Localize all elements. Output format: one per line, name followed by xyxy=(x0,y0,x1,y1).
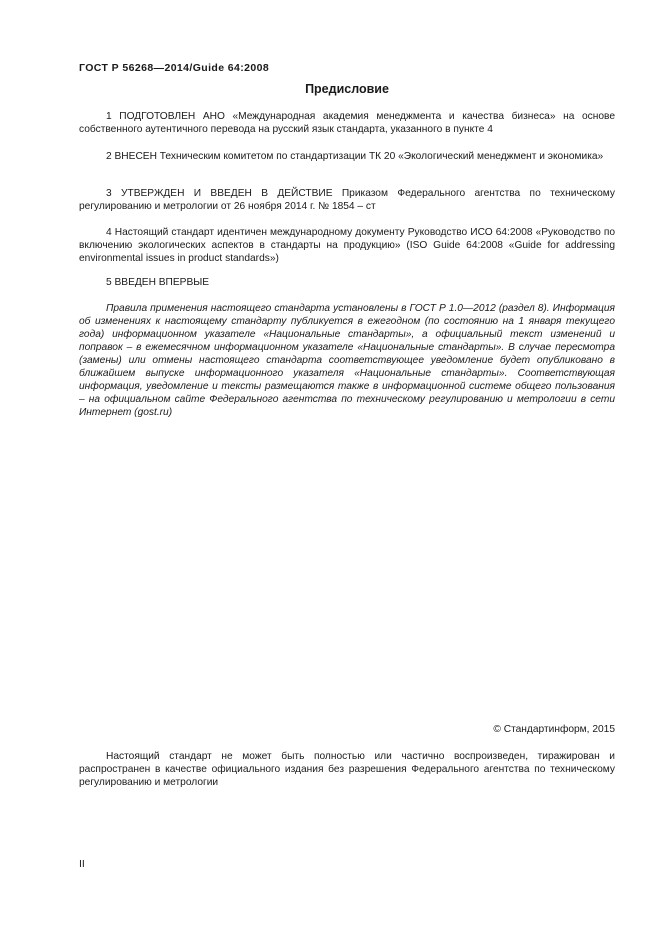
preface-item-4 xyxy=(79,226,615,265)
page-number: II xyxy=(79,858,85,870)
preface-item-2 xyxy=(79,150,615,163)
copyright-line: © Стандартинформ, 2015 xyxy=(493,724,615,735)
preface-item-1-text: 1 ПОДГОТОВЛЕН АНО «Международная академия менеджмента и качества бизнеса» на основе собственного аутентичного перевода на русский язык стандарта, указанного в пункте 4 xyxy=(79,111,615,135)
page-title: Предисловие xyxy=(305,82,389,96)
preface-item-5-text: 5 ВВЕДЕН ВПЕРВЫЕ xyxy=(106,277,210,288)
preface-item-3 xyxy=(79,187,615,213)
document-code: ГОСТ Р 56268—2014/Guide 64:2008 xyxy=(79,62,270,74)
preface-item-2-text: 2 ВНЕСЕН Техническим комитетом по стандартизации ТК 20 «Экологический менеджмент и экономика» xyxy=(106,151,604,162)
preface-item-3-text: 3 УТВЕРЖДЕН И ВВЕДЕН В ДЕЙСТВИЕ Приказом Федерального агентства по техническому регулированию и метрологии от 26 ноября 2014 г. № 1854 – ст xyxy=(79,188,615,212)
reproduction-notice-text: Настоящий стандарт не может быть полностью или частично воспроизведен, тиражирован и распространен в качестве официального издания без разрешения Федерального агентства по техническому регулированию и метрологии xyxy=(79,751,615,788)
rules-notice xyxy=(79,302,615,419)
reproduction-notice xyxy=(79,750,615,789)
rules-notice-text: Правила применения настоящего стандарта установлены в ГОСТ Р 1.0—2012 (раздел 8). Информация об изменениях к настоящему стандарту публикуется в ежегодном (по состоянию на 1 января текущего года) информационном указателе «Национальные стандарты», а официальный текст изменений и поправок – в ежемесячном информационном указателе «Национальные стандарты». В случае пересмотра (замены) или отмены настоящего стандарта соответствующее уведомление будет опубликовано в ближайшем выпуске информационного указателя «Национальные стандарты». Соответствующая информация, уведомление и тексты размещаются также в информационной системе общего пользования – на официальном сайте Федерального агентства по техническому регулированию и метрологии в сети Интернет (gost.ru) xyxy=(79,303,615,418)
preface-item-4-text: 4 Настоящий стандарт идентичен международному документу Руководство ИСО 64:2008 «Руководство по включению экологических аспектов в стандарты на продукцию» (ISO Guide 64:2008 «Guide for addressing environmental issues in product standards») xyxy=(79,227,615,264)
preface-item-5 xyxy=(79,276,615,289)
preface-item-1 xyxy=(79,110,615,136)
